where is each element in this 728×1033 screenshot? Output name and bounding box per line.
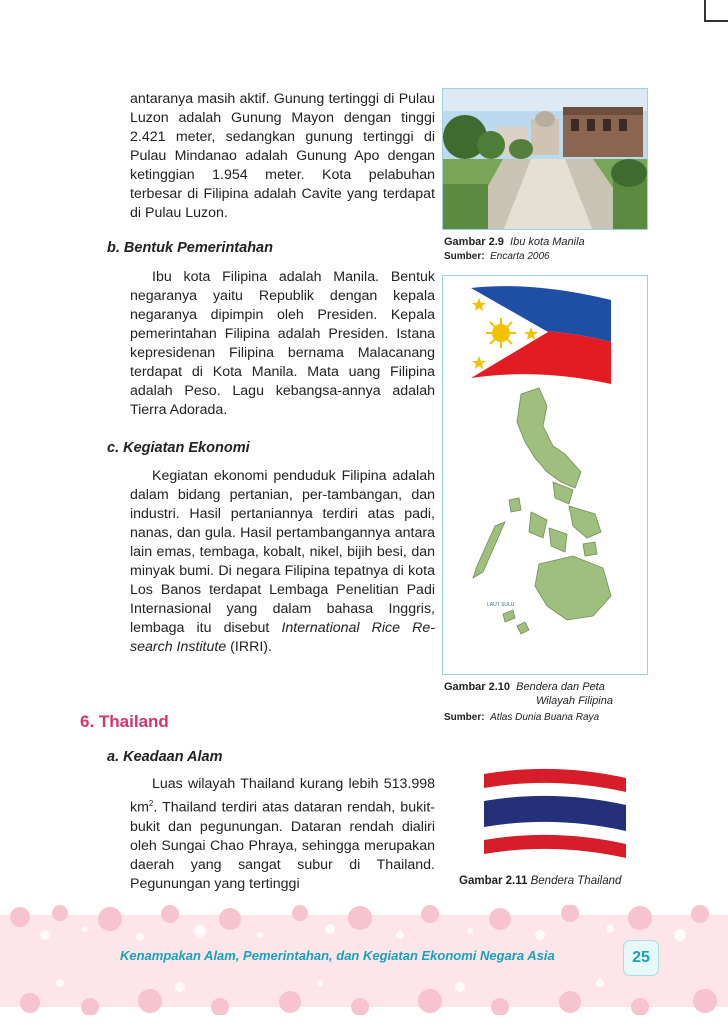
- caption-2-9-title: Ibu kota Manila: [510, 236, 585, 248]
- paragraph-government-text: Ibu kota Filipina adalah Manila. Bentuk negaranya yaitu Republik dengan kepala negaranya dipimpin oleh Presiden. Kepala pemerintahan Filipina adalah Presiden. Istana kepresidenan Filipina bernama Malacanang terdapat di Kota Manila. Mata uang Filipina adalah Peso. Lagu kebangsa-annya adalah Tierra Adorada.: [130, 269, 435, 418]
- source-2-10-text: Atlas Dunia Buana Raya: [490, 712, 600, 723]
- paragraph-economy: [107, 467, 435, 657]
- caption-2-10-title-2: Wilayah Filipina: [536, 695, 613, 707]
- economy-italic-term: International Rice Re-search Institute: [130, 620, 436, 655]
- caption-2-11-label: Gambar 2.11: [459, 875, 528, 887]
- figure-thailand-flag: [444, 748, 650, 868]
- caption-fig-2-11: [459, 874, 621, 888]
- heading-kegiatan-ekonomi: c. Kegiatan Ekonomi: [107, 440, 250, 456]
- page-corner-mark: [704, 0, 728, 22]
- thailand-sup: 2: [148, 799, 154, 808]
- caption-2-9-label: Gambar 2.9: [444, 236, 504, 248]
- source-2-9-text: Encarta 2006: [490, 251, 550, 262]
- page-number: 25: [623, 940, 659, 976]
- economy-end: (IRRI).: [226, 639, 272, 655]
- section-thailand: 6. Thailand: [80, 712, 169, 731]
- paragraph-economy-block: [107, 467, 435, 657]
- manila-photo-illustration: [443, 89, 648, 230]
- caption-2-10-title-1: Bendera dan Peta: [516, 681, 605, 693]
- philippines-continuation: [107, 90, 435, 223]
- source-2-9-label: Sumber:: [444, 251, 485, 262]
- paragraph-thailand-block: [107, 775, 435, 894]
- map-sea-label: LAUT SULU: [487, 602, 515, 608]
- caption-fig-2-10: [444, 680, 613, 708]
- philippines-map: [473, 388, 611, 634]
- philippines-flag-map-illustration: [443, 276, 648, 675]
- thailand-text-2: . Thailand terdiri atas dataran rendah, bukit-bukit dan pegunungan. Dataran rendah dialiri oleh Sungai Chao Phraya, sehingga merupakan daerah yang sangat subur di Thailand. Pegunungan yang tertinggi: [130, 799, 435, 892]
- caption-2-10-label: Gambar 2.10: [444, 681, 511, 693]
- heading-keadaan-alam: a. Keadaan Alam: [107, 749, 223, 765]
- paragraph-thailand: [107, 775, 435, 894]
- source-fig-2-10: [444, 711, 599, 725]
- heading-bentuk-pemerintahan: b. Bentuk Pemerintahan: [107, 240, 273, 256]
- philippines-flag: [471, 286, 611, 384]
- thailand-flag-illustration: [444, 748, 650, 868]
- source-fig-2-9: [444, 250, 550, 264]
- figure-philippines-flag-map: [442, 275, 648, 675]
- footer-chapter-title: Kenampakan Alam, Pemerintahan, dan Kegiatan Ekonomi Negara Asia: [120, 948, 555, 963]
- paragraph-geography: antaranya masih aktif. Gunung tertinggi di Pulau Luzon adalah Gunung Mayon dengan tinggi 2.421 meter, sedangkan gunung tertinggi di Pulau Mindanao adalah Gunung Apo dengan ketinggian 1.954 meter. Kota pelabuhan terbesar di Filipina adalah Cavite yang terdapat di Pulau Luzon.: [130, 91, 435, 221]
- caption-2-11-title: Bendera Thailand: [530, 875, 622, 887]
- paragraph-government-block: [107, 268, 435, 420]
- source-2-10-label: Sumber:: [444, 712, 485, 723]
- figure-manila-photo: [442, 88, 648, 230]
- economy-text: Kegiatan ekonomi penduduk Filipina adalah dalam bidang pertanian, per-tambangan, dan industri. Hasil pertaniannya terdiri atas padi, nanas, dan gula. Hasil pertambangannya antara lain emas, tembaga, kobalt, nikel, bijih besi, dan minyak bumi. Di negara Filipina tepatnya di kota Los Banos terdapat Lembaga Penelitian Padi Internasional yang dalam bahasa Inggris, lembaga itu disebut: [130, 468, 435, 636]
- paragraph-government: [107, 268, 435, 420]
- caption-fig-2-9: [444, 235, 585, 249]
- thailand-text-1: Luas wilayah Thailand kurang lebih 513.998 km: [130, 776, 435, 816]
